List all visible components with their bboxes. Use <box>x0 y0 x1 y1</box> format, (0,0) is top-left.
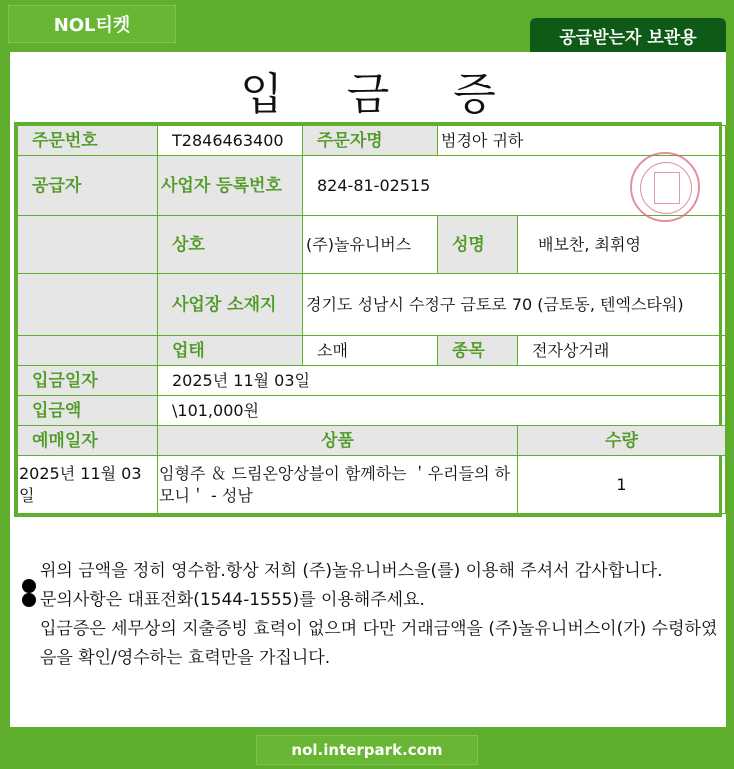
company-label: 상호 <box>158 216 303 274</box>
supplier-label: 공급자 <box>18 156 158 216</box>
website-link[interactable]: nol.interpark.com <box>256 735 478 765</box>
items-header-row <box>18 426 726 456</box>
order-row <box>18 126 726 156</box>
address-row <box>18 274 726 336</box>
supplier-spacer <box>18 274 158 336</box>
table-row <box>18 456 726 514</box>
item-product: 임형주 ＆ 드림온앙상블이 함께하는 ＇우리들의 하모니＇ - 성남 <box>158 456 518 514</box>
company-value: (주)놀유니버스 <box>303 216 438 274</box>
payment-date-value: 2025년 11월 03일 <box>158 366 726 396</box>
business-row <box>18 336 726 366</box>
note-2-text: 문의사항은 대표전화(1544-1555)를 이용해주세요. <box>40 590 425 610</box>
bullet-icon <box>22 579 36 593</box>
note-1 <box>40 557 720 586</box>
items-header-date: 예매일자 <box>18 426 158 456</box>
business-item-value: 전자상거래 <box>518 336 726 366</box>
nol-ticket-logo: NOL티켓 <box>8 5 176 43</box>
payment-date-label: 입금일자 <box>18 366 158 396</box>
company-row <box>18 216 726 274</box>
items-header-qty: 수량 <box>518 426 726 456</box>
copy-type-tab: 공급받는자 보관용 <box>530 18 726 52</box>
address-label: 사업장 소재지 <box>158 274 303 336</box>
note-3-text: 입금증은 세무상의 지출증빙 효력이 없으며 다만 거래금액을 (주)놀유니버스이(가) 수령하였음을 확인/영수하는 효력만을 가집니다. <box>40 619 718 668</box>
bullet-icon <box>22 593 36 607</box>
reg-no-label: 사업자 등록번호 <box>158 156 303 216</box>
business-type-label: 업태 <box>158 336 303 366</box>
note-3 <box>40 615 720 673</box>
order-no-label: 주문번호 <box>18 126 158 156</box>
company-seal-stamp <box>630 152 700 222</box>
supplier-reg-row <box>18 156 726 216</box>
item-date: 2025년 11월 03일 <box>18 456 158 514</box>
items-header-product: 상품 <box>158 426 518 456</box>
notes <box>40 557 720 673</box>
order-no-value: T2846463400 <box>158 126 303 156</box>
receipt-sheet <box>10 52 726 727</box>
business-item-label: 종목 <box>438 336 518 366</box>
orderer-label: 주문자명 <box>303 126 438 156</box>
name-value: 배보찬, 최휘영 <box>518 216 726 274</box>
note-2 <box>40 586 720 615</box>
name-label: 성명 <box>438 216 518 274</box>
payment-date-row <box>18 366 726 396</box>
payment-amount-value: \101,000원 <box>158 396 726 426</box>
address-value: 경기도 성남시 수정구 금토로 70 (금토동, 텐엑스타워) <box>303 274 726 336</box>
supplier-spacer <box>18 336 158 366</box>
business-type-value: 소매 <box>303 336 438 366</box>
orderer-value: 범경아 귀하 <box>438 126 726 156</box>
document-title: 입금증 <box>240 69 560 120</box>
item-qty: 1 <box>518 456 726 514</box>
supplier-spacer <box>18 216 158 274</box>
receipt-table-wrap <box>14 122 722 517</box>
receipt-table <box>17 125 726 514</box>
payment-amount-row <box>18 396 726 426</box>
reg-no-value: 824-81-02515 <box>303 156 726 216</box>
note-1-text: 위의 금액을 정히 영수함.항상 저희 (주)놀유니버스을(를) 이용해 주셔서 감사합니다. <box>40 561 663 581</box>
payment-amount-label: 입금액 <box>18 396 158 426</box>
